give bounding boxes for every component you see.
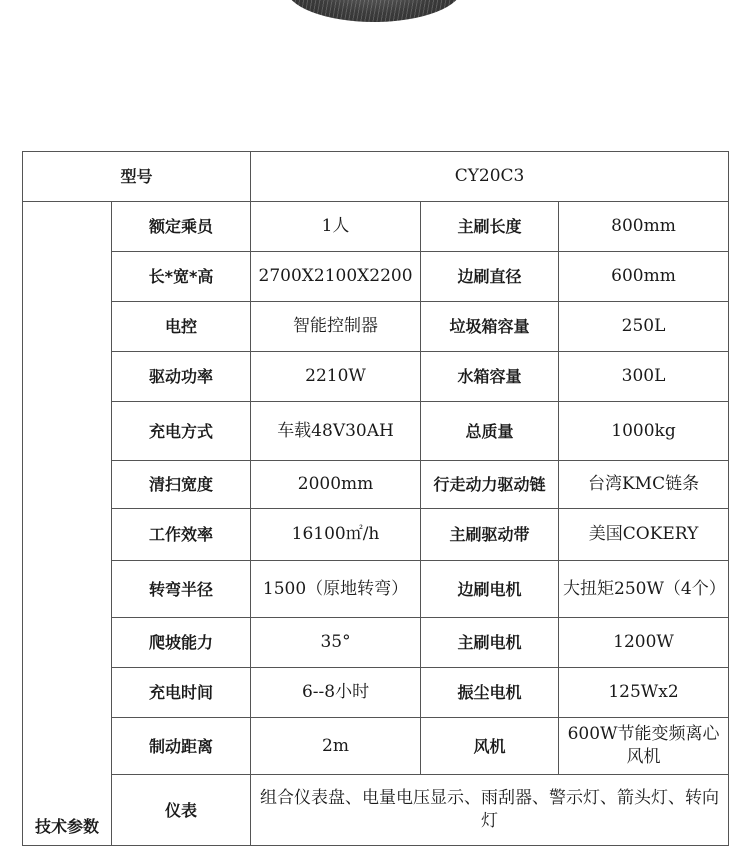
spec-key: 额定乘员	[112, 202, 251, 252]
spec-key: 水箱容量	[421, 352, 559, 402]
spec-value: 2700X2100X2200	[251, 252, 421, 302]
tech-params-label: 技术参数	[23, 202, 112, 846]
spec-table	[22, 151, 729, 846]
spec-value: 2210W	[251, 352, 421, 402]
spec-key: 驱动功率	[112, 352, 251, 402]
spec-value: 16100㎡/h	[251, 509, 421, 561]
spec-key: 工作效率	[112, 509, 251, 561]
model-row	[23, 152, 729, 202]
spec-value: 125Wx2	[559, 668, 729, 718]
instrument-label: 仪表	[112, 775, 251, 846]
spec-key: 边刷电机	[421, 561, 559, 618]
table-row	[23, 302, 729, 352]
spec-value: 1500（原地转弯）	[251, 561, 421, 618]
instrument-value: 组合仪表盘、电量电压显示、雨刮器、警示灯、箭头灯、转向灯	[251, 775, 729, 846]
spec-value: 800mm	[559, 202, 729, 252]
table-row	[23, 718, 729, 775]
spec-value: 台湾KMC链条	[559, 461, 729, 509]
spec-value: 300L	[559, 352, 729, 402]
spec-key: 边刷直径	[421, 252, 559, 302]
spec-value: 600mm	[559, 252, 729, 302]
spec-value: 大扭矩250W（4个）	[559, 561, 729, 618]
spec-key: 主刷长度	[421, 202, 559, 252]
table-row	[23, 668, 729, 718]
spec-value: 1000kg	[559, 402, 729, 461]
spec-key: 长*宽*高	[112, 252, 251, 302]
spec-key: 充电方式	[112, 402, 251, 461]
spec-key: 爬坡能力	[112, 618, 251, 668]
spec-key: 主刷电机	[421, 618, 559, 668]
spec-value: 1人	[251, 202, 421, 252]
spec-value: 2000mm	[251, 461, 421, 509]
table-row	[23, 618, 729, 668]
spec-key: 垃圾箱容量	[421, 302, 559, 352]
spec-value: 美国COKERY	[559, 509, 729, 561]
model-label: 型号	[23, 152, 251, 202]
table-row	[23, 509, 729, 561]
product-brush-image	[286, 0, 462, 22]
spec-value: 智能控制器	[251, 302, 421, 352]
spec-value: 2m	[251, 718, 421, 775]
table-row	[23, 402, 729, 461]
table-row	[23, 561, 729, 618]
spec-value: 600W节能变频离心风机	[559, 718, 729, 775]
spec-value: 1200W	[559, 618, 729, 668]
spec-key: 主刷驱动带	[421, 509, 559, 561]
spec-value: 250L	[559, 302, 729, 352]
table-row	[23, 202, 729, 252]
table-row	[23, 352, 729, 402]
table-row	[23, 252, 729, 302]
model-value: CY20C3	[251, 152, 729, 202]
spec-key: 充电时间	[112, 668, 251, 718]
spec-key: 电控	[112, 302, 251, 352]
table-row	[23, 461, 729, 509]
spec-key: 制动距离	[112, 718, 251, 775]
instrument-row	[23, 775, 729, 846]
spec-value: 车载48V30AH	[251, 402, 421, 461]
spec-key: 风机	[421, 718, 559, 775]
spec-key: 振尘电机	[421, 668, 559, 718]
spec-key: 总质量	[421, 402, 559, 461]
spec-value: 35°	[251, 618, 421, 668]
spec-value: 6--8小时	[251, 668, 421, 718]
spec-key: 清扫宽度	[112, 461, 251, 509]
spec-key: 行走动力驱动链	[421, 461, 559, 509]
spec-key: 转弯半径	[112, 561, 251, 618]
